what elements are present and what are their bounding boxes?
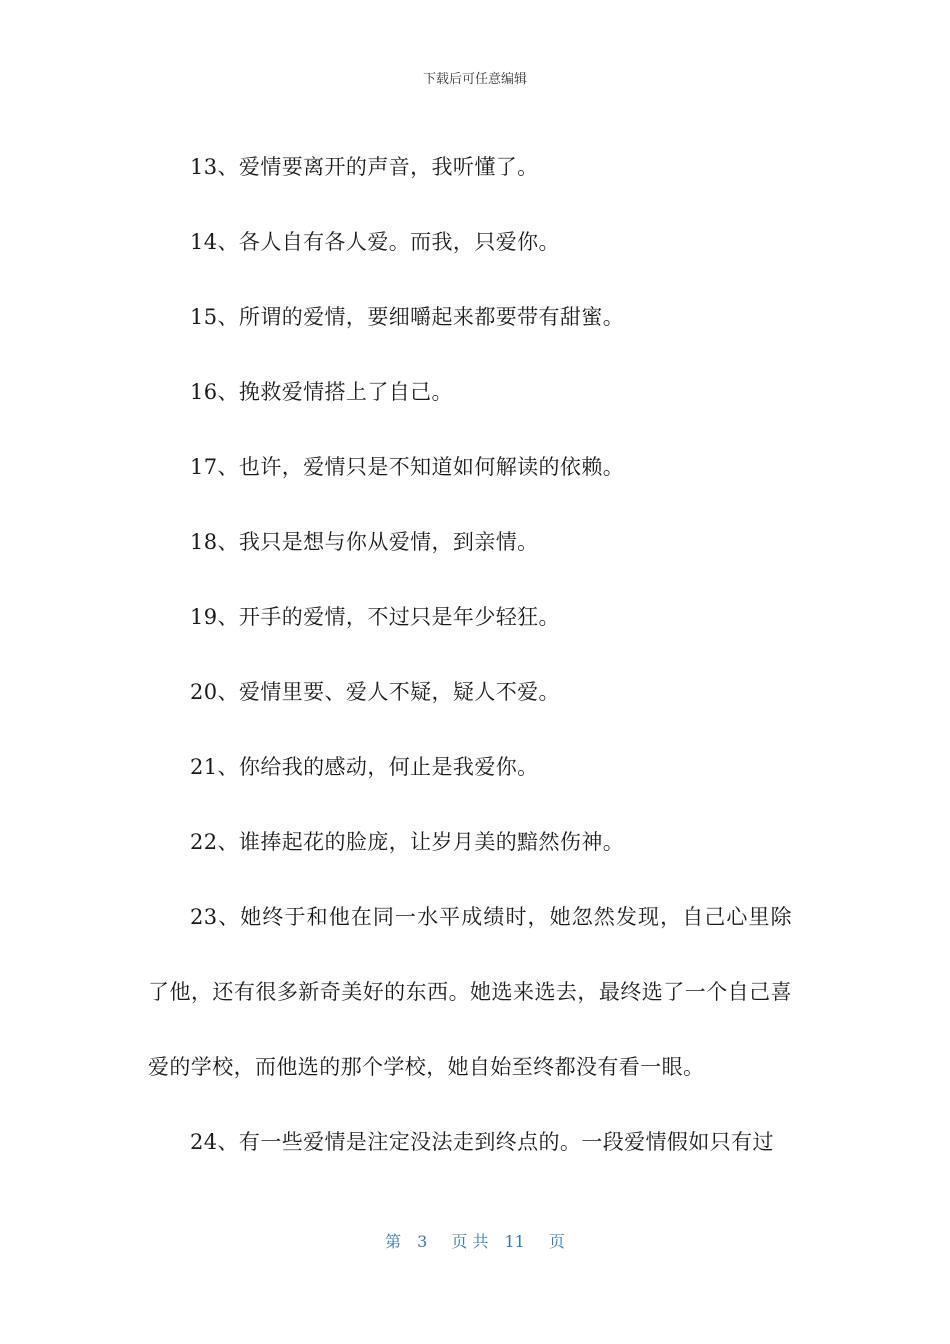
footer-total-pages: 11 [504, 1232, 525, 1251]
footer-prefix: 第 [385, 1232, 402, 1251]
list-item: 22、谁捧起花的脸庞，让岁月美的黯然伤神。 [190, 830, 625, 854]
list-item: 16、挽救爱情搭上了自己。 [190, 380, 453, 404]
list-item: 15、所谓的爱情，要细嚼起来都要带有甜蜜。 [190, 305, 625, 329]
list-item: 20、爱情里要、爱人不疑，疑人不爱。 [190, 680, 560, 704]
list-item: 19、开手的爱情，不过只是年少轻狂。 [190, 605, 560, 629]
footer-suffix: 页 [548, 1232, 565, 1251]
page-footer [0, 1229, 950, 1252]
list-item: 13、爱情要离开的声音，我听懂了。 [190, 155, 539, 179]
page-header: 下载后可任意编辑 [422, 72, 527, 87]
footer-current-page: 3 [417, 1232, 428, 1251]
document-body [148, 130, 792, 1180]
list-item: 17、也许，爱情只是不知道如何解读的依赖。 [190, 455, 625, 479]
footer-middle: 页 共 [451, 1232, 489, 1251]
list-item: 14、各人自有各人爱。而我，只爱你。 [190, 230, 560, 254]
list-item: 24、有一些爱情是注定没法走到终点的。一段爱情假如只有过 [190, 1130, 774, 1154]
list-item: 18、我只是想与你从爱情，到亲情。 [190, 530, 539, 554]
list-item: 21、你给我的感动，何止是我爱你。 [190, 755, 539, 779]
list-item: 23、她终于和他在同一水平成绩时，她忽然发现，自己心里除了他，还有很多新奇美好的东西。她选来选去，最终选了一个自己喜爱的学校，而他选的那个学校，她自始至终都没有看一眼。 [148, 905, 792, 1079]
